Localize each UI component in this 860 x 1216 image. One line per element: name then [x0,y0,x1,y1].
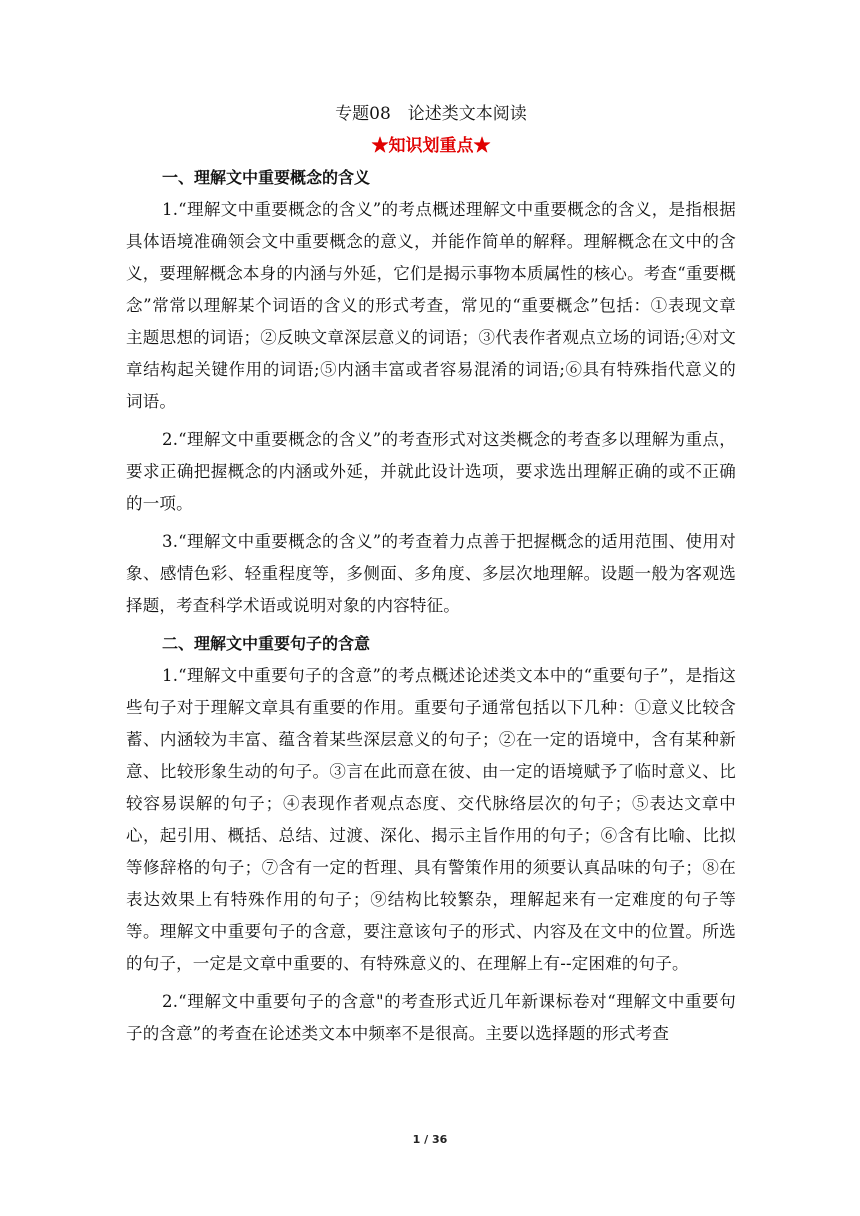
section-heading: 二、理解文中重要句子的含意 [162,634,371,653]
section-2 [126,628,736,1050]
paragraph: 2.“理解文中重要句子的含意"的考查形式近几年新课标卷对“理解文中重要句子的含意”的考查在论述类文本中频率不是很高。主要以选择题的形式考查 [126,992,736,1043]
page-content [126,98,736,1056]
document-subtitle: ★知识划重点★ [371,136,491,156]
section-heading: 一、理解文中重要概念的含义 [162,168,371,187]
page-number: 1 / 36 [412,1133,448,1146]
paragraph: 1.“理解文中重要概念的含义”的考点概述理解文中重要概念的含义，是指根据具体语境准确领会文中重要概念的意义，并能作简单的解释。理解概念在文中的含义，要理解概念本身的内涵与外延，它们是揭示事物本质属性的核心。考查“重要概念”常常以理解某个词语的含义的形式考查，常见的“重要概念”包括：①表现文章主题思想的词语；②反映文章深层意义的词语；③代表作者观点立场的词语;④对文章结构起关键作用的词语;⑤内涵丰富或者容易混淆的词语;⑥具有特殊指代意义的词语。 [126,200,736,411]
document-title: 专题08 论述类文本阅读 [335,104,527,124]
paragraph: 3.“理解文中重要概念的含义”的考查着力点善于把握概念的适用范围、使用对象、感情色彩、轻重程度等，多侧面、多角度、多层次地理解。设题一般为客观选择题，考查科学术语或说明对象的内容特征。 [126,532,736,615]
paragraph: 2.“理解文中重要概念的含义”的考查形式对这类概念的考查多以理解为重点，要求正确把握概念的内涵或外延，并就此设计选项，要求选出理解正确的或不正确的一项。 [126,430,736,513]
section-1 [126,162,736,622]
paragraph: 1.“理解文中重要句子的含意”的考点概述论述类文本中的“重要句子”，是指这些句子对于理解文章具有重要的作用。重要句子通常包括以下几种：①意义比较含蓄、内涵较为丰富、蕴含着某些深层意义的句子；②在一定的语境中，含有某种新意、比较形象生动的句子。③言在此而意在彼、由一定的语境赋予了临时意义、比较容易误解的句子；④表现作者观点态度、交代脉络层次的句子；⑤表达文章中心，起引用、概括、总结、过渡、深化、揭示主旨作用的句子；⑥含有比喻、比拟等修辞格的句子；⑦含有一定的哲理、具有警策作用的须要认真品味的句子；⑧在表达效果上有特殊作用的句子；⑨结构比较繁杂，理解起来有一定难度的句子等等。理解文中重要句子的含意，要注意该句子的形式、内容及在文中的位置。所选的句子，一定是文章中重要的、有特殊意义的、在理解上有--定困难的句子。 [126,666,736,973]
